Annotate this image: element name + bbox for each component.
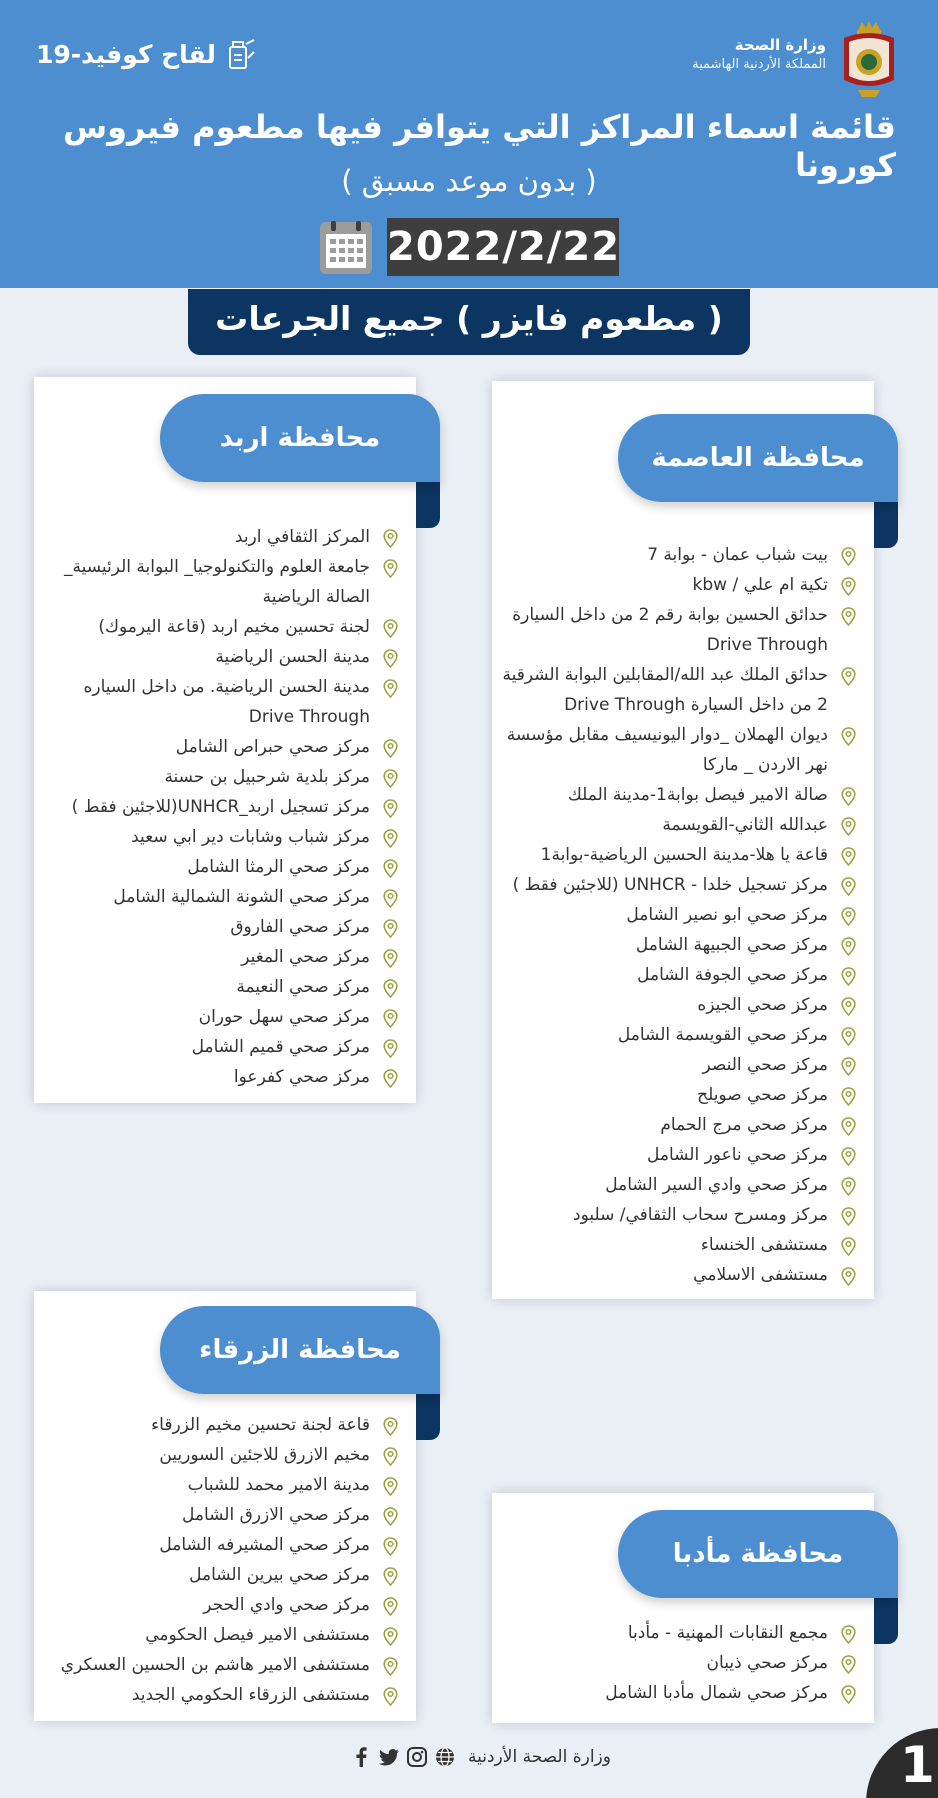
twitter-icon[interactable] (378, 1746, 400, 1768)
location-pin-icon (841, 787, 856, 806)
zarqa-title: محافظة الزرقاء (160, 1306, 440, 1394)
kingdom-name: المملكة الأردنية الهاشمية (692, 57, 826, 72)
list-item (44, 1500, 400, 1530)
list-item-label: مركز ومسرح سحاب الثقافي/ سلبود (573, 1205, 828, 1225)
list-item-label: مستشفى الاسلامي (693, 1265, 828, 1285)
zarqa-list (44, 1410, 400, 1710)
list-item (500, 780, 858, 810)
list-item (60, 822, 400, 852)
footer-ministry: وزارة الصحة الأردنية (468, 1747, 611, 1767)
location-pin-icon (841, 937, 856, 956)
list-item-label: ديوان الهملان _دوار اليونيسيف مقابل مؤسسة نهر الاردن _ ماركا (506, 725, 828, 775)
list-item (60, 882, 400, 912)
list-item-label: بيت شباب عمان - بوابة 7 (647, 545, 828, 565)
location-pin-icon (383, 1039, 398, 1058)
list-item (500, 810, 858, 840)
location-pin-icon (841, 967, 856, 986)
page-title: قائمة اسماء المراكز التي يتوافر فيها مطعوم فيروس كورونا (63, 108, 896, 184)
list-item (500, 1260, 858, 1290)
location-pin-icon (841, 577, 856, 596)
list-item (60, 1002, 400, 1032)
list-item-label: مركز صحي المشيرفه الشامل (159, 1535, 370, 1555)
list-item-label: مركز صحي كفرعوا (233, 1067, 370, 1087)
location-pin-icon (383, 1069, 398, 1088)
list-item (60, 552, 400, 612)
list-item (44, 1680, 400, 1710)
madaba-list (500, 1618, 858, 1708)
location-pin-icon (841, 1207, 856, 1226)
list-item-label: مركز صحي الازرق الشامل (181, 1505, 370, 1525)
list-item-label: مركز صحي حبراص الشامل (175, 737, 370, 757)
list-item-label: جامعة العلوم والتكنولوجيا_ البوابة الرئيسية_ الصالة الرياضية (63, 557, 370, 607)
location-pin-icon (383, 1507, 398, 1526)
list-item (44, 1590, 400, 1620)
list-item-label: مدينة الحسن الرياضية (215, 647, 370, 667)
list-item (44, 1470, 400, 1500)
location-pin-icon (841, 997, 856, 1016)
list-item (44, 1440, 400, 1470)
date-badge: 2022/2/22 (387, 218, 619, 276)
location-pin-icon (841, 817, 856, 836)
location-pin-icon (383, 949, 398, 968)
list-item (500, 1020, 858, 1050)
list-item-label: مركز صحي المغير (241, 947, 370, 967)
location-pin-icon (841, 1685, 856, 1704)
list-item (500, 960, 858, 990)
location-pin-icon (383, 1657, 398, 1676)
campaign-label (36, 38, 256, 70)
list-item (500, 840, 858, 870)
location-pin-icon (383, 649, 398, 668)
list-item (500, 870, 858, 900)
list-item-label: صالة الامير فيصل بوابة1-مدينة الملك (567, 785, 828, 805)
list-item-label: مركز صحي صويلح (697, 1085, 828, 1105)
location-pin-icon (841, 847, 856, 866)
jordan-emblem-icon (840, 20, 898, 98)
vaccine-banner: ( مطعوم فايزر ) جميع الجرعات (188, 289, 750, 355)
location-pin-icon (383, 1417, 398, 1436)
irbid-list (60, 522, 400, 1092)
list-item (500, 1050, 858, 1080)
list-item (500, 1200, 858, 1230)
location-pin-icon (841, 607, 856, 626)
list-item-label: لجنة تحسين مخيم اربد (قاعة اليرموك) (98, 617, 370, 637)
location-pin-icon (383, 679, 398, 698)
list-item (60, 522, 400, 552)
footer (350, 1746, 611, 1768)
location-pin-icon (383, 859, 398, 878)
list-item-label: مركز صحي وادي السير الشامل (605, 1175, 828, 1195)
list-item (500, 1110, 858, 1140)
madaba-title: محافظة مأدبا (618, 1510, 898, 1598)
list-item (44, 1620, 400, 1650)
irbid-header (160, 394, 440, 482)
list-item-label: حدائق الملك عبد الله/المقابلين البوابة الشرقية 2 من داخل السيارة Drive Through (502, 665, 828, 715)
list-item (60, 612, 400, 642)
list-item-label: مركز صحي الجوفة الشامل (637, 965, 828, 985)
header-banner (0, 0, 938, 288)
list-item-label: مجمع النقابات المهنية - مأدبا (627, 1623, 828, 1643)
location-pin-icon (383, 619, 398, 638)
location-pin-icon (841, 1087, 856, 1106)
zarqa-header (160, 1306, 440, 1394)
location-pin-icon (841, 1655, 856, 1674)
list-item-label: مركز صحي قميم الشامل (191, 1037, 370, 1057)
list-item (500, 1678, 858, 1708)
amman-header (618, 414, 898, 502)
location-pin-icon (841, 667, 856, 686)
location-pin-icon (383, 1627, 398, 1646)
calendar-icon (318, 220, 374, 276)
list-item (44, 1650, 400, 1680)
list-item-label: مركز صحي مرج الحمام (660, 1115, 828, 1135)
location-pin-icon (383, 979, 398, 998)
list-item-label: مركز صحي شمال مأدبا الشامل (605, 1683, 828, 1703)
location-pin-icon (841, 877, 856, 896)
list-item-label: مركز تسجيل اربد_UNHCR(للاجئين فقط ) (71, 797, 370, 817)
list-item-label: مركز صحي الجيزه (697, 995, 828, 1015)
list-item (500, 540, 858, 570)
location-pin-icon (841, 727, 856, 746)
list-item (60, 672, 400, 732)
list-item (44, 1530, 400, 1560)
location-pin-icon (841, 1117, 856, 1136)
location-pin-icon (841, 1147, 856, 1166)
vaccine-icon (226, 38, 256, 70)
list-item-label: مستشفى الزرقاء الحكومي الجديد (131, 1685, 370, 1705)
list-item-label: مركز صحي سهل حوران (198, 1007, 370, 1027)
list-item-label: مركز صحي الشونة الشمالية الشامل (113, 887, 370, 907)
list-item (500, 660, 858, 720)
location-pin-icon (383, 889, 398, 908)
location-pin-icon (383, 799, 398, 818)
amman-list (500, 540, 858, 1290)
facebook-icon[interactable] (350, 1746, 372, 1768)
list-item (44, 1410, 400, 1440)
location-pin-icon (841, 1625, 856, 1644)
list-item-label: مركز صحي بيرين الشامل (189, 1565, 370, 1585)
list-item-label: مركز صحي النصر (702, 1055, 828, 1075)
list-item (500, 1648, 858, 1678)
list-item-label: مدينة الحسن الرياضية. من داخل السياره Drive Through (83, 677, 370, 727)
list-item-label: مركز صحي النعيمة (236, 977, 370, 997)
list-item (500, 1170, 858, 1200)
list-item-label: قاعة لجنة تحسين مخيم الزرقاء (151, 1415, 370, 1435)
location-pin-icon (383, 1537, 398, 1556)
list-item-label: مركز صحي ذيبان (706, 1653, 828, 1673)
list-item (60, 792, 400, 822)
list-item (60, 852, 400, 882)
ministry-name: وزارة الصحة (734, 36, 826, 54)
instagram-icon[interactable] (406, 1746, 428, 1768)
list-item (60, 1062, 400, 1092)
madaba-header (618, 1510, 898, 1598)
list-item-label: تكية ام علي / kbw (692, 575, 828, 595)
location-pin-icon (383, 1597, 398, 1616)
list-item (60, 732, 400, 762)
list-item (500, 1230, 858, 1260)
location-pin-icon (383, 769, 398, 788)
list-item-label: مركز صحي ابو نصير الشامل (626, 905, 828, 925)
list-item-label: مركز صحي الجبيهة الشامل (635, 935, 828, 955)
ministry-block (692, 36, 826, 72)
list-item (60, 762, 400, 792)
page-number-badge (866, 1728, 938, 1798)
location-pin-icon (841, 907, 856, 926)
list-item-label: حدائق الحسين بوابة رقم 2 من داخل السيارة Drive Through (512, 605, 828, 655)
list-item (60, 942, 400, 972)
location-pin-icon (841, 1177, 856, 1196)
list-item (500, 990, 858, 1020)
location-pin-icon (383, 1477, 398, 1496)
irbid-title: محافظة اربد (160, 394, 440, 482)
list-item-label: مركز صحي الفاروق (230, 917, 370, 937)
list-item-label: مركز تسجيل خلدا - UNHCR (للاجئين فقط ) (512, 875, 828, 895)
location-pin-icon (841, 547, 856, 566)
list-item (60, 1032, 400, 1062)
list-item-label: قاعة يا هلا-مدينة الحسين الرياضية-بوابة1 (540, 845, 828, 865)
list-item (500, 930, 858, 960)
location-pin-icon (383, 1447, 398, 1466)
list-item (500, 600, 858, 660)
list-item (44, 1560, 400, 1590)
list-item-label: مركز بلدية شرحبيل بن حسنة (164, 767, 370, 787)
list-item (500, 1080, 858, 1110)
list-item (500, 1618, 858, 1648)
list-item-label: المركز الثقافي اربد (234, 527, 370, 547)
location-pin-icon (383, 1009, 398, 1028)
amman-title: محافظة العاصمة (618, 414, 898, 502)
list-item-label: مستشفى الخنساء (700, 1235, 828, 1255)
list-item-label: مستشفى الامير فيصل الحكومي (145, 1625, 370, 1645)
page-number: 1 (900, 1736, 935, 1794)
list-item-label: مستشفى الامير هاشم بن الحسين العسكري (60, 1655, 370, 1675)
list-item (500, 720, 858, 780)
location-pin-icon (841, 1237, 856, 1256)
list-item (500, 900, 858, 930)
list-item-label: مركز صحي ناعور الشامل (646, 1145, 828, 1165)
location-pin-icon (383, 529, 398, 548)
list-item (60, 972, 400, 1002)
list-item (60, 912, 400, 942)
location-pin-icon (383, 1687, 398, 1706)
list-item-label: مركز صحي وادي الحجر (203, 1595, 370, 1615)
location-pin-icon (383, 559, 398, 578)
location-pin-icon (383, 919, 398, 938)
location-pin-icon (383, 739, 398, 758)
location-pin-icon (383, 829, 398, 848)
web-icon[interactable] (434, 1746, 456, 1768)
campaign-text: لقاح كوفيد-19 (36, 39, 216, 69)
list-item (500, 570, 858, 600)
list-item (500, 1140, 858, 1170)
list-item-label: مركز صحي الرمثا الشامل (187, 857, 370, 877)
list-item (60, 642, 400, 672)
location-pin-icon (841, 1027, 856, 1046)
location-pin-icon (841, 1057, 856, 1076)
page-subtitle: ( بدون موعد مسبق ) (341, 164, 597, 198)
list-item-label: مدينة الامير محمد للشباب (187, 1475, 370, 1495)
list-item-label: مركز شباب وشابات دير ابي سعيد (131, 827, 370, 847)
list-item-label: مخيم الازرق للاجئين السوريين (159, 1445, 370, 1465)
location-pin-icon (841, 1267, 856, 1286)
list-item-label: عبدالله الثاني-القويسمة (662, 815, 828, 835)
list-item-label: مركز صحي القويسمة الشامل (617, 1025, 828, 1045)
location-pin-icon (383, 1567, 398, 1586)
